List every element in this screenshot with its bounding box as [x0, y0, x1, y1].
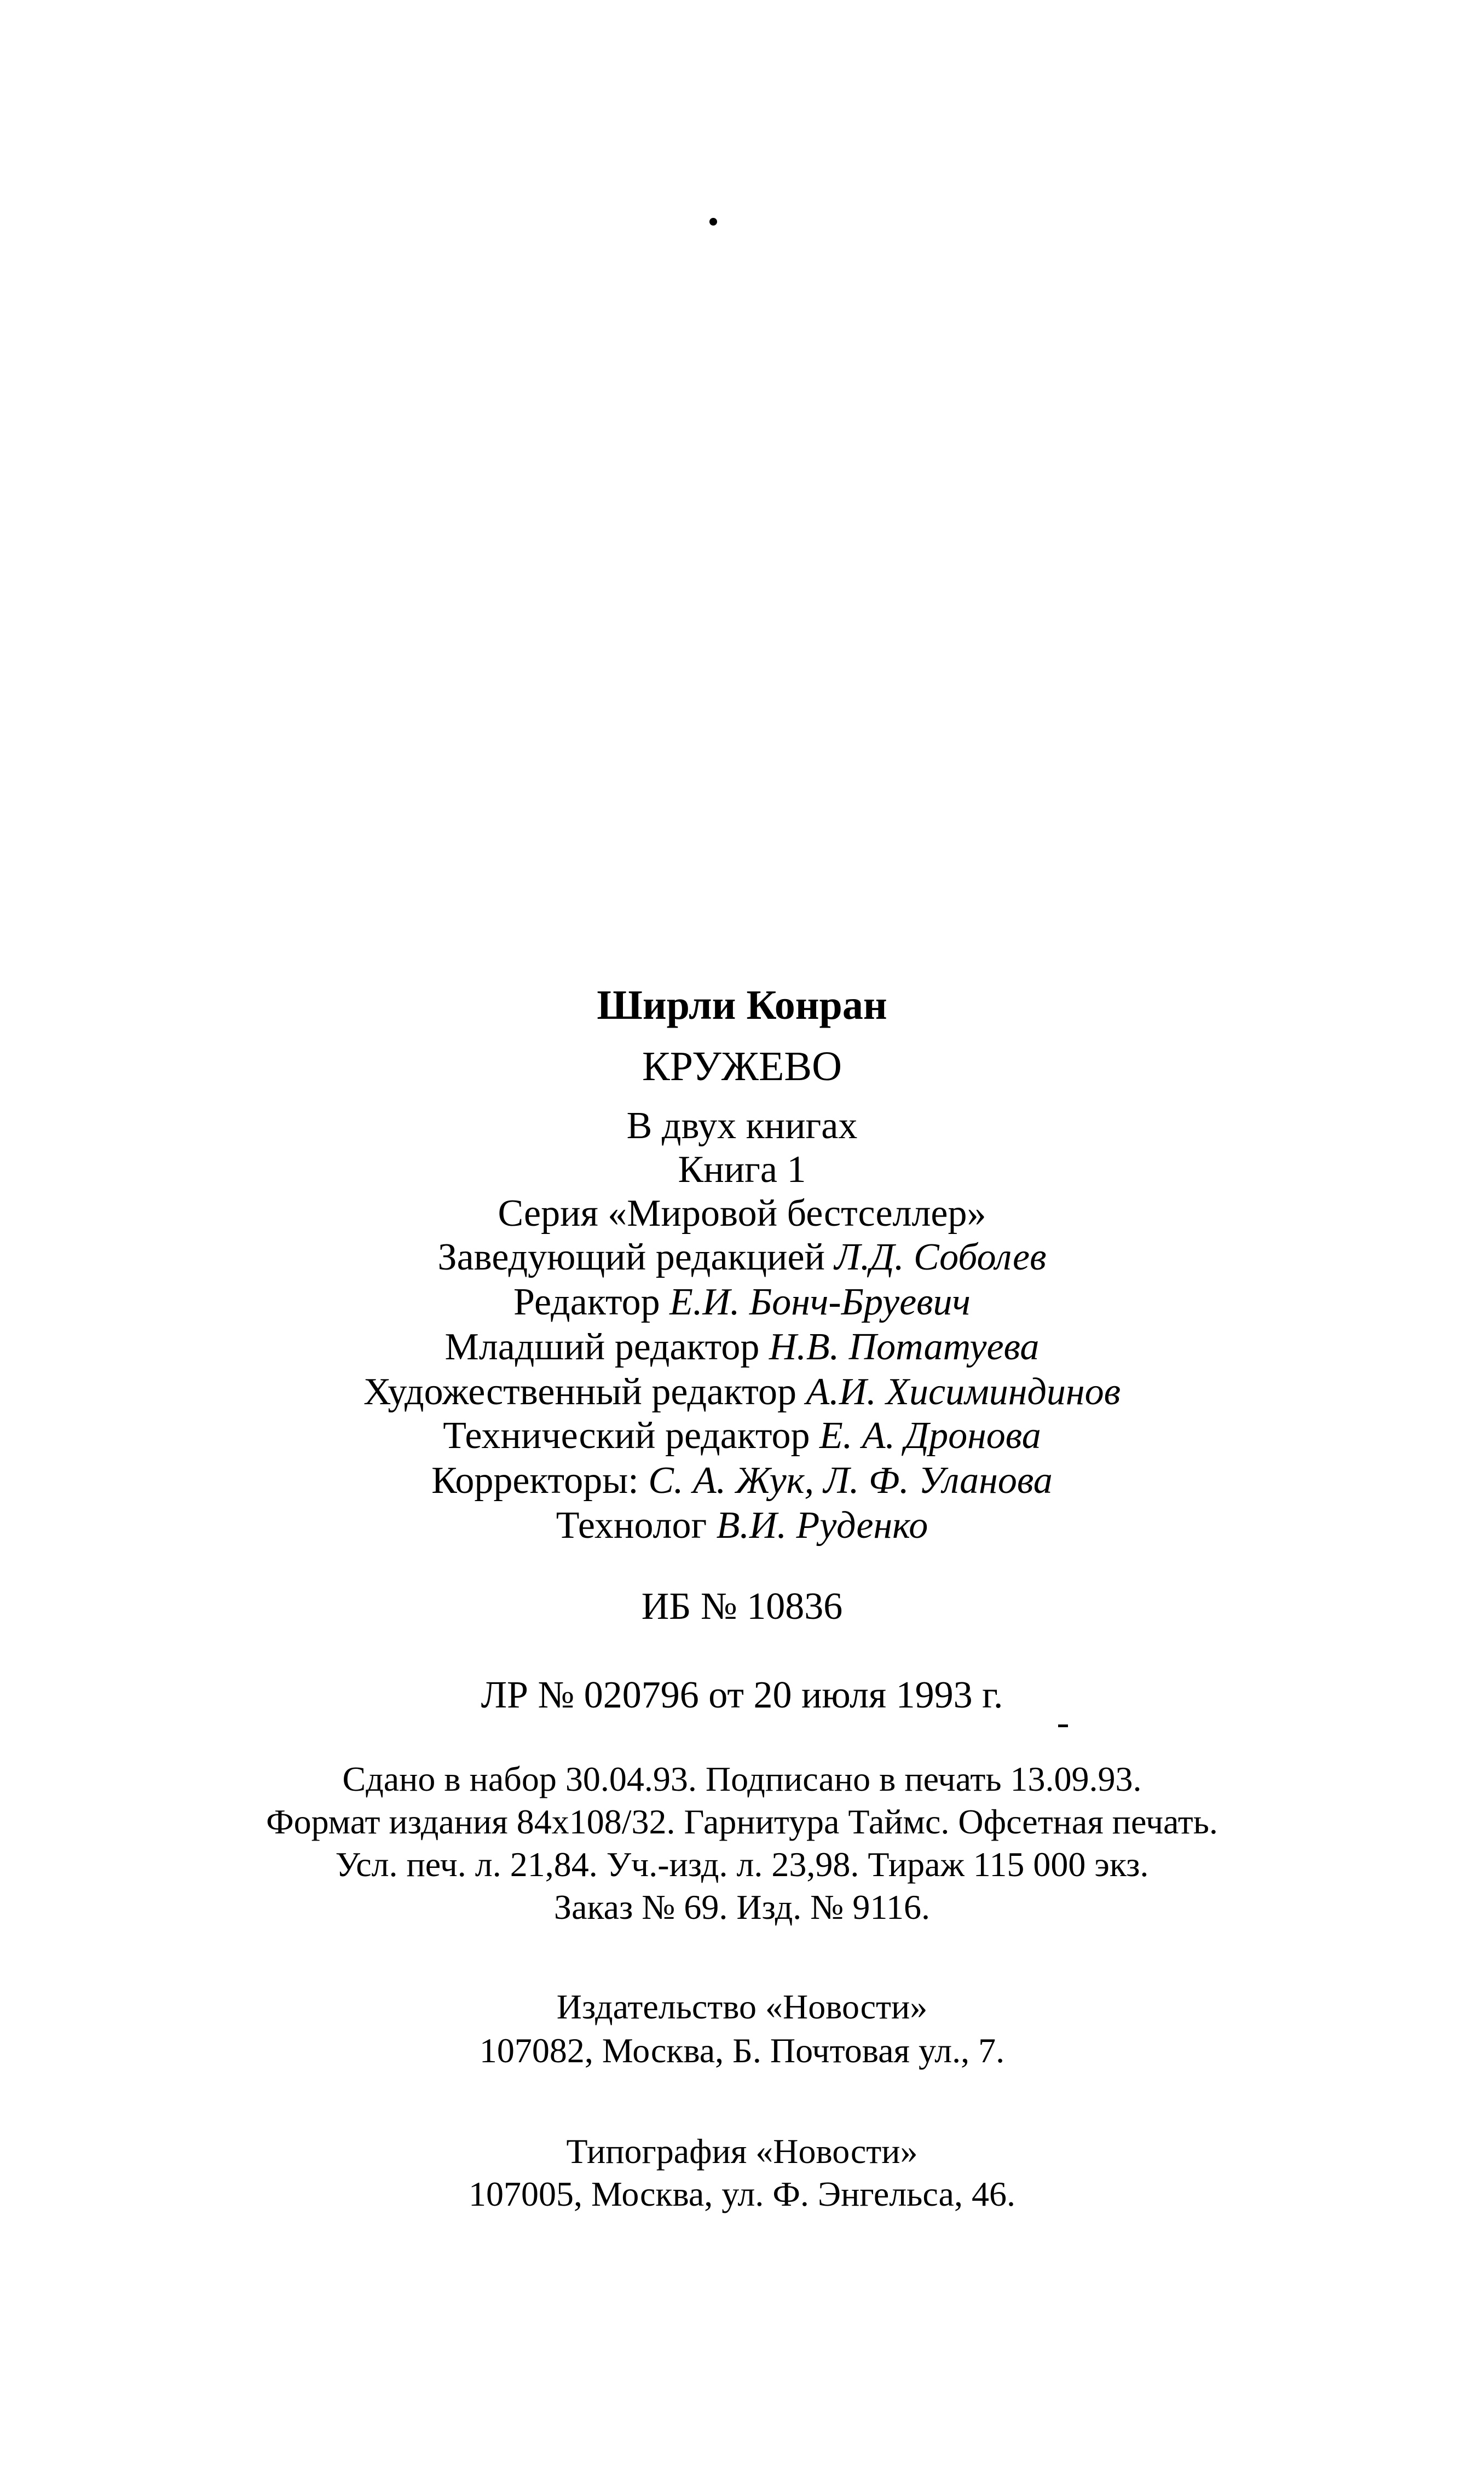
book-title: КРУЖЕВО	[642, 1043, 842, 1089]
credit-editor	[0, 1283, 1484, 1322]
credit-label: Технолог	[556, 1504, 707, 1547]
credit-name: С. А. Жук, Л. Ф. Уланова	[648, 1460, 1053, 1502]
printer-name: Типография «Новости»	[566, 2132, 918, 2171]
credit-junior-editor	[0, 1328, 1484, 1366]
credit-label: Художественный редактор	[363, 1371, 796, 1413]
series-line: Серия «Мировой бестселлер»	[498, 1192, 986, 1235]
publisher-address: 107082, Москва, Б. Почтовая ул., 7.	[479, 2031, 1005, 2070]
lr-license: ЛР № 020796 от 20 июля 1993 г.	[481, 1674, 1003, 1716]
credit-name: Н.В. Потатуева	[769, 1326, 1040, 1368]
print-info-line: Усл. печ. л. 21,84. Уч.-изд. л. 23,98. Тираж 115 000 экз.	[335, 1845, 1149, 1884]
ib-number: ИБ № 10836	[641, 1585, 843, 1628]
credit-tech-editor	[0, 1417, 1484, 1455]
credit-correctors	[0, 1462, 1484, 1500]
credit-label: Младший редактор	[444, 1326, 760, 1368]
volumes-line: В двух книгах	[626, 1105, 858, 1147]
print-info-line: Заказ № 69. Изд. № 9116.	[554, 1888, 930, 1926]
credit-technologist	[0, 1504, 1484, 1547]
stray-dot	[709, 218, 717, 226]
print-mark	[1058, 1724, 1068, 1727]
credit-name: Е.И. Бонч-Бруевич	[669, 1281, 971, 1323]
credit-name: Е. А. Дронова	[819, 1415, 1041, 1457]
credit-label: Заведующий редакцией	[437, 1236, 825, 1278]
credit-label: Технический редактор	[443, 1415, 810, 1457]
publisher-name: Издательство «Новости»	[556, 1987, 928, 2026]
credit-art-editor	[0, 1373, 1484, 1411]
credit-name: Л.Д. Соболев	[834, 1236, 1047, 1278]
credit-head-editor	[0, 1238, 1484, 1277]
print-info-line: Формат издания 84x108/32. Гарнитура Таймс. Офсетная печать.	[266, 1802, 1218, 1841]
print-info-line: Сдано в набор 30.04.93. Подписано в печать 13.09.93.	[342, 1760, 1142, 1798]
credit-name: В.И. Руденко	[716, 1504, 928, 1547]
credit-label: Редактор	[513, 1281, 660, 1323]
book-number: Книга 1	[678, 1149, 806, 1191]
credit-label: Корректоры:	[431, 1460, 639, 1502]
printer-address: 107005, Москва, ул. Ф. Энгельса, 46.	[469, 2174, 1015, 2213]
credit-name: А.И. Хисиминдинов	[806, 1371, 1121, 1413]
author-name: Ширли Конран	[597, 982, 887, 1028]
